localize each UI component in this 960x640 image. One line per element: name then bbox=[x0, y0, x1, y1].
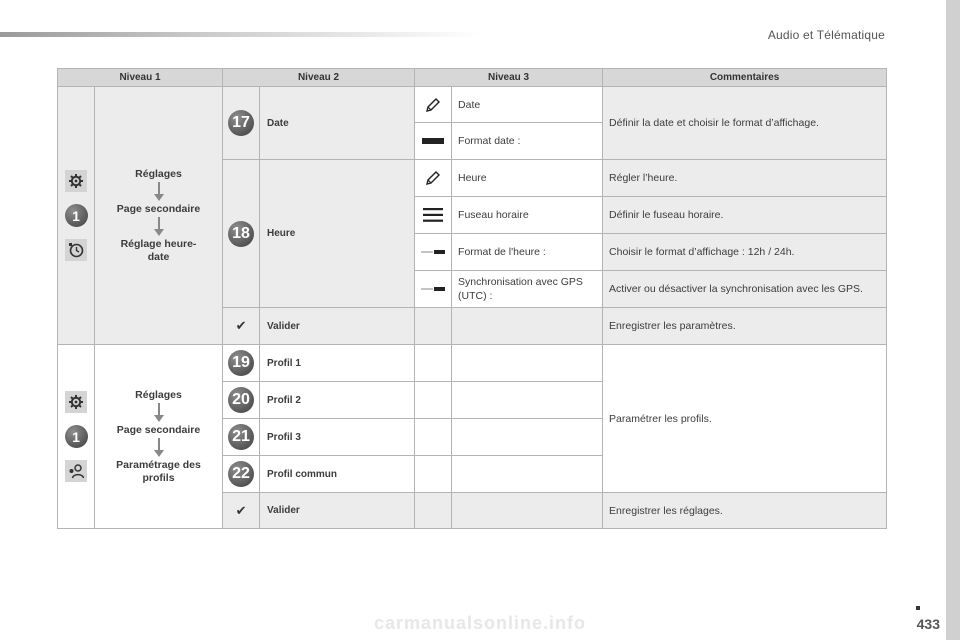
profil-commun-badge-cell bbox=[223, 456, 260, 493]
gear-icon bbox=[65, 391, 87, 413]
page-number: 433 bbox=[916, 616, 940, 632]
sync-gps-comment: Activer ou désactiver la synchronisation avec les GPS. bbox=[603, 271, 887, 308]
col-header-niveau1: Niveau 1 bbox=[58, 69, 223, 87]
format-date-icon-cell bbox=[415, 123, 452, 160]
format-heure-comment: Choisir le format d’affichage : 12h / 24h. bbox=[603, 234, 887, 271]
date-badge-cell bbox=[223, 87, 260, 160]
format-heure-label: Format de l'heure : bbox=[452, 234, 603, 271]
empty-cell bbox=[415, 493, 452, 529]
page-dot bbox=[916, 606, 920, 610]
pencil-icon bbox=[425, 97, 441, 113]
valider2-label: Valider bbox=[260, 493, 415, 529]
heure-badge-cell bbox=[223, 160, 260, 308]
list-icon bbox=[423, 208, 443, 222]
section2-path-cell bbox=[95, 345, 223, 529]
side-band bbox=[946, 0, 960, 640]
table-row bbox=[58, 87, 887, 123]
sync-gps-label: Synchronisation avec GPS (UTC) : bbox=[452, 271, 603, 308]
profil3-badge-cell bbox=[223, 419, 260, 456]
empty-cell bbox=[415, 345, 452, 382]
heure-comment: Régler l’heure. bbox=[603, 160, 887, 197]
section1-icons-cell bbox=[58, 87, 95, 345]
valider2-comment: Enregistrer les réglages. bbox=[603, 493, 887, 529]
step-badge-17: 17 bbox=[228, 110, 254, 136]
watermark: carmanualsonline.info bbox=[373, 613, 587, 633]
valider-label: Valider bbox=[260, 308, 415, 345]
heure-icon-cell bbox=[415, 160, 452, 197]
flow-step-reglages: Réglages bbox=[135, 167, 182, 180]
fuseau-icon-cell bbox=[415, 197, 452, 234]
table-row bbox=[58, 345, 887, 382]
date-label: Date bbox=[260, 87, 415, 160]
step-badge-21: 21 bbox=[228, 424, 254, 450]
step-badge-19: 19 bbox=[228, 350, 254, 376]
empty-cell bbox=[415, 419, 452, 456]
toggle-off-icon bbox=[421, 285, 445, 293]
valider2-check-cell bbox=[223, 493, 260, 529]
fuseau-comment: Définir le fuseau horaire. bbox=[603, 197, 887, 234]
check-icon: ✔ bbox=[235, 502, 247, 518]
valider-check-cell bbox=[223, 308, 260, 345]
flow-step-page-secondaire: Page secondaire bbox=[116, 423, 201, 436]
date-icon-cell bbox=[415, 87, 452, 123]
empty-cell bbox=[452, 456, 603, 493]
profile-settings-icon bbox=[65, 460, 87, 482]
step-badge-22: 22 bbox=[228, 461, 254, 487]
col-header-niveau3: Niveau 3 bbox=[415, 69, 603, 87]
col-header-commentaires: Commentaires bbox=[603, 69, 887, 87]
profil2-label: Profil 2 bbox=[260, 382, 415, 419]
flow-step-parametrage-profils: Paramétrage des profils bbox=[116, 458, 201, 484]
empty-cell bbox=[452, 493, 603, 529]
empty-cell bbox=[415, 456, 452, 493]
empty-cell bbox=[452, 382, 603, 419]
header-gradient-bar bbox=[0, 32, 480, 37]
empty-cell bbox=[452, 308, 603, 345]
table-header-row bbox=[58, 69, 887, 87]
format-heure-icon-cell bbox=[415, 234, 452, 271]
empty-cell bbox=[415, 382, 452, 419]
down-arrow-icon bbox=[153, 182, 165, 202]
flow-step-page-secondaire: Page secondaire bbox=[116, 202, 201, 215]
gear-icon bbox=[65, 170, 87, 192]
date-comment: Définir la date et choisir le format d’affichage. bbox=[603, 87, 887, 160]
empty-cell bbox=[415, 308, 452, 345]
flow-step-reglage-heure-date: Réglage heure-date bbox=[120, 237, 197, 263]
fuseau-label: Fuseau horaire bbox=[452, 197, 603, 234]
toggle-bar-icon bbox=[422, 137, 444, 145]
format-date-label: Format date : bbox=[452, 123, 603, 160]
flow-step-reglages: Réglages bbox=[135, 388, 182, 401]
profil-commun-label: Profil commun bbox=[260, 456, 415, 493]
profil2-badge-cell bbox=[223, 382, 260, 419]
section1-path-cell bbox=[95, 87, 223, 345]
col-header-niveau2: Niveau 2 bbox=[223, 69, 415, 87]
down-arrow-icon bbox=[153, 403, 165, 423]
profil1-badge-cell bbox=[223, 345, 260, 382]
section2-icons-cell bbox=[58, 345, 95, 529]
step-badge-20: 20 bbox=[228, 387, 254, 413]
profil1-label: Profil 1 bbox=[260, 345, 415, 382]
down-arrow-icon bbox=[153, 438, 165, 458]
heure-label: Heure bbox=[260, 160, 415, 308]
check-icon: ✔ bbox=[235, 318, 247, 333]
step-badge-1: 1 bbox=[65, 204, 88, 227]
profiles-comment: Paramétrer les profils. bbox=[603, 345, 887, 493]
settings-table bbox=[57, 68, 887, 529]
heure-sub-label: Heure bbox=[452, 160, 603, 197]
step-badge-1: 1 bbox=[65, 425, 88, 448]
empty-cell bbox=[452, 419, 603, 456]
toggle-off-icon bbox=[421, 248, 445, 256]
profil3-label: Profil 3 bbox=[260, 419, 415, 456]
pencil-icon bbox=[425, 170, 441, 186]
clock-settings-icon bbox=[65, 239, 87, 261]
down-arrow-icon bbox=[153, 217, 165, 237]
date-sub-label: Date bbox=[452, 87, 603, 123]
page-header-title: Audio et Télématique bbox=[767, 28, 885, 42]
sync-gps-icon-cell bbox=[415, 271, 452, 308]
step-badge-18: 18 bbox=[228, 221, 254, 247]
empty-cell bbox=[452, 345, 603, 382]
valider-comment: Enregistrer les paramètres. bbox=[603, 308, 887, 345]
